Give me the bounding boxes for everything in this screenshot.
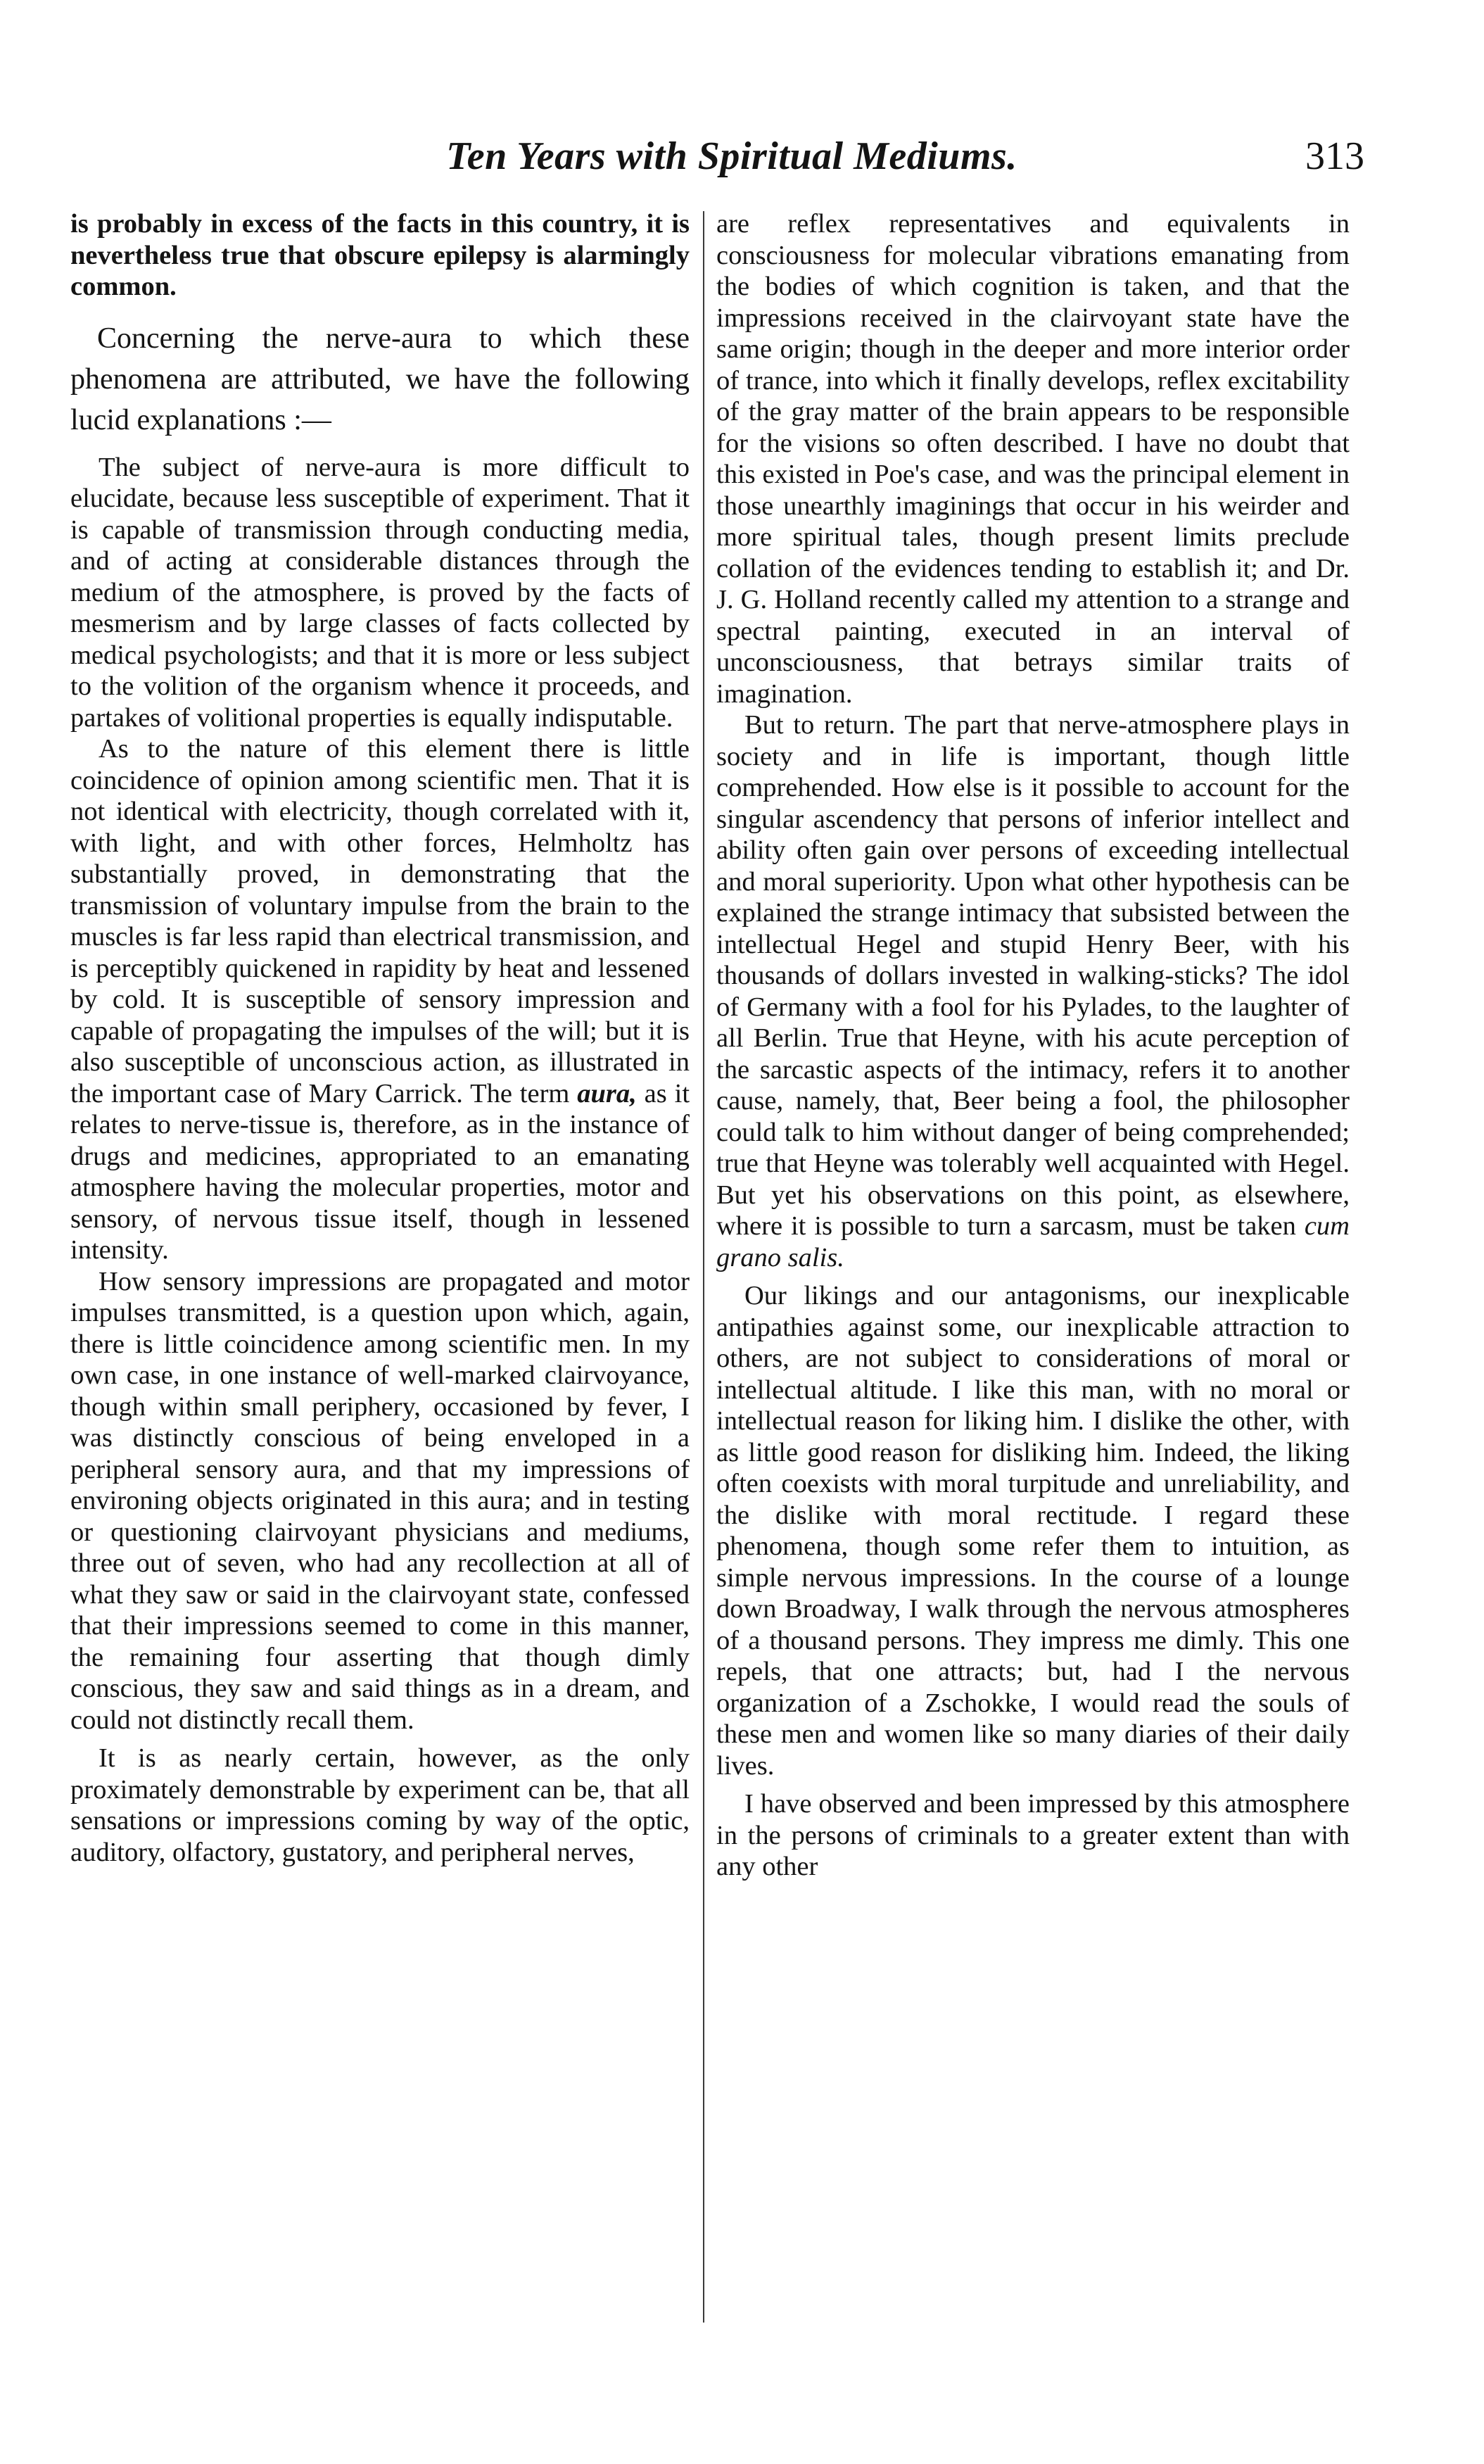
paragraph-2 [716, 709, 1350, 1273]
italic-term: aura, [577, 1078, 637, 1108]
quoted-paragraph-3: How sensory impressions are propagated and motor impulses transmitted, is a question upon which, again, there is little coincidence among scientific men. In my own case, in one instance of well-marked clairvoyance, though within small periphery, occasioned by fever, I was distinctly conscious of being enveloped in a peripheral sensory aura, and that my impressions of environing objects originated in this aura; and in testing or questioning clairvoyant physicians and mediums, three out of seven, who had any recollection at all of what they saw or said in the clairvoyant state, confessed that their impressions seemed to come in this manner, the remaining four asserting that though dimly conscious, they saw and said things as in a dream, and could not distinctly recall them. [70, 1266, 690, 1735]
paragraph-continuation: is probably in excess of the facts in this country, it is nevertheless true that obscure epilepsy is alarmingly common. [70, 209, 690, 301]
paragraph-continuation: are reflex representatives and equivalents in consciousness for molecular vibrations emanating from the bodies of which cognition is taken, and that the impressions received in the clairvoyant state have the same origin; though in the deeper and more interior order of trance, into which it finally develops, reflex excitability of the gray matter of the brain appears to be responsible for the visions so often described. I have no doubt that this existed in Poe's case, and was the principal element in those unearthly imaginings that occur in his weirder and more spiritual tales, though present limits preclude collation of the evidences tending to establish it; and Dr. J. G. Holland recently called my attention to a strange and spectral painting, executed in an interval of unconsciousness, that betrays similar traits of imagination. [716, 209, 1350, 709]
left-column [70, 208, 690, 1868]
column-rule [703, 211, 704, 2323]
paragraph-text: But to return. The part that nerve-atmosphere plays in society and in life is important, though little comprehended. How else is it possible to account for the singular ascendency that persons of inferior intellect and ability often gain over persons of exceeding intellectual and moral superiority. Upon what other hypothesis can be explained the strange intimacy that subsisted between the intellectual Hegel and stupid Henry Beer, with his thousands of dollars invested in walking-sticks? The idol of Germany with a fool for his Pylades, to the laughter of all Berlin. True that Heyne, with his acute perception of the sarcastic aspects of the intimacy, refers it to another cause, namely, that, Beer being a fool, the philosopher could talk to him without danger of being comprehended; true that Heyne was tolerably well acquainted with Hegel. But yet his observations on this point, as elsewhere, where it is possible to turn a sarcasm, must be taken [716, 710, 1350, 1241]
paragraph-text: as it relates to nerve-tissue is, therefore, as in the instance of drugs and medicines, appropriated to an emanating atmosphere having the molecular properties, motor and sensory, of nervous tissue itself, though in lessened intensity. [70, 1078, 690, 1265]
quoted-paragraph-2 [70, 733, 690, 1266]
running-head [0, 134, 1484, 190]
page-number: 313 [1305, 134, 1364, 178]
paragraph-text: As to the nature of this element there is little coincidence of opinion among scientific men. That it is not identical with electricity, though correlated with it, with light, and with other forces, Helmholtz has substantially proved, in demonstrating that the transmission of voluntary impulse from the brain to the muscles is far less rapid than electrical transmission, and is perceptibly quickened in rapidity by heat and lessened by cold. It is susceptible of sensory impression and capable of propagating the impulses of the will; but it is also susceptible of unconscious action, as illustrated in the important case of Mary Carrick. The term [70, 734, 690, 1108]
paragraph-4: I have observed and been impressed by this atmosphere in the persons of criminals to a greater extent than with any other [716, 1789, 1350, 1881]
running-title: Ten Years with Spiritual Mediums. [446, 134, 1017, 178]
quoted-paragraph-4: It is as nearly certain, however, as the only proximately demonstrable by experiment can be, that all sensations or impressions coming by way of the optic, auditory, olfactory, gustatory, and peripheral nerves, [70, 1743, 690, 1867]
latin-phrase: cum grano salis. [716, 1211, 1350, 1272]
quoted-paragraph-1: The subject of nerve-aura is more difficult to elucidate, because less susceptible of experiment. That it is capable of transmission through conducting media, and of acting at considerable distances through the medium of the atmosphere, is proved by the facts of mesmerism and by large classes of facts collected by medical psychologists; and that it is more or less subject to the volition of the organism whence it proceeds, and partakes of volitional properties is equally indisputable. [70, 452, 690, 733]
right-column [716, 208, 1350, 1883]
intro-paragraph: Concerning the nerve-aura to which these phenomena are attributed, we have the following lucid explanations :— [70, 322, 690, 436]
paragraph-3: Our likings and our antagonisms, our inexplicable antipathies against some, our inexplicable attraction to others, are not subject to considerations of moral or intellectual altitude. I like this man, with no moral or intellectual reason for liking him. I dislike the other, with as little good reason for disliking him. Indeed, the liking often coexists with moral turpitude and unreliability, and the dislike with moral rectitude. I regard these phenomena, though some refer them to intuition, as simple nervous impressions. In the course of a lounge down Broadway, I walk through the nervous atmospheres of a thousand persons. They impress me dimly. This one repels, that one attracts; but, had I the nervous organization of a Zschokke, I would read the souls of these men and women like so many diaries of their daily lives. [716, 1281, 1350, 1781]
